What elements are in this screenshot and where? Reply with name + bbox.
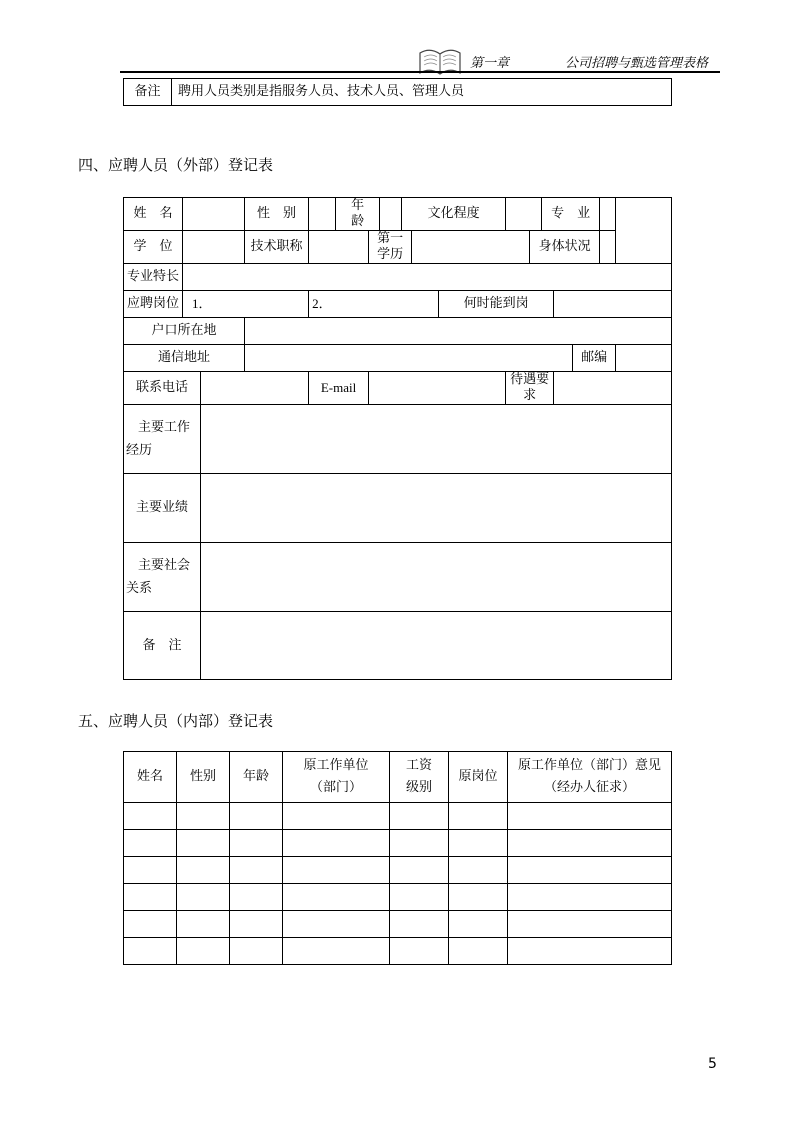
table-row xyxy=(124,231,672,264)
name-label: 姓 名 xyxy=(124,198,183,231)
table-cell[interactable] xyxy=(177,938,230,965)
table-cell[interactable] xyxy=(177,830,230,857)
table-row xyxy=(124,318,672,345)
opinion-line1: 原工作单位（部门）意见 xyxy=(517,758,661,773)
table-row xyxy=(124,543,672,612)
position-label: 应聘岗位 xyxy=(124,291,183,318)
table-cell[interactable] xyxy=(390,803,449,830)
name-field[interactable] xyxy=(183,198,245,231)
table-cell[interactable] xyxy=(230,911,283,938)
external-applicant-form xyxy=(123,197,672,680)
internal-table-body xyxy=(124,803,672,965)
table-cell[interactable] xyxy=(177,857,230,884)
table-row xyxy=(124,474,672,543)
table-row xyxy=(124,612,672,680)
internal-applicant-form xyxy=(123,751,672,965)
table-cell[interactable] xyxy=(230,857,283,884)
table-row xyxy=(124,803,672,830)
table-row xyxy=(124,830,672,857)
health-field[interactable] xyxy=(600,231,616,264)
salary-field[interactable] xyxy=(554,372,672,405)
table-row xyxy=(124,345,672,372)
work-history-label: 主要工作经历 xyxy=(124,405,201,474)
table-cell[interactable] xyxy=(230,830,283,857)
remarks-label: 备 注 xyxy=(124,612,201,680)
position-1-label: 1． xyxy=(192,296,212,311)
page-number: 5 xyxy=(708,1056,717,1072)
position-2-label: 2． xyxy=(312,296,332,311)
table-cell[interactable] xyxy=(230,884,283,911)
postcode-label: 邮编 xyxy=(573,345,616,372)
position-1-field[interactable] xyxy=(183,291,309,318)
table-cell[interactable] xyxy=(124,857,177,884)
achievements-field[interactable] xyxy=(201,474,672,543)
table-cell[interactable] xyxy=(449,857,508,884)
table-row xyxy=(124,405,672,474)
section-title: 四、应聘人员（外部）登记表 xyxy=(78,156,274,174)
table-row xyxy=(124,884,672,911)
first-degree-field[interactable] xyxy=(412,231,530,264)
table-cell[interactable] xyxy=(508,830,672,857)
achievements-label: 主要业绩 xyxy=(124,474,201,543)
col-header-opinion xyxy=(508,752,672,803)
major-field[interactable] xyxy=(600,198,616,231)
email-label: E-mail xyxy=(309,372,369,405)
education-label: 文化程度 xyxy=(402,198,506,231)
table-row xyxy=(124,911,672,938)
work-history-field[interactable] xyxy=(201,405,672,474)
table-row xyxy=(124,372,672,405)
hukou-label: 户口所在地 xyxy=(124,318,245,345)
relations-label: 主要社会关系 xyxy=(124,543,201,612)
table-cell[interactable] xyxy=(508,938,672,965)
remark-table xyxy=(123,78,672,106)
major-label: 专 业 xyxy=(542,198,600,231)
age-label: 年 龄 xyxy=(336,198,380,231)
arrival-field[interactable] xyxy=(554,291,672,318)
address-label: 通信地址 xyxy=(124,345,245,372)
table-cell[interactable] xyxy=(124,884,177,911)
education-field[interactable] xyxy=(506,198,542,231)
health-label: 身体状况 xyxy=(530,231,600,264)
table-cell[interactable] xyxy=(124,830,177,857)
email-field[interactable] xyxy=(369,372,506,405)
chapter-label: 第一章 xyxy=(470,56,510,71)
table-row xyxy=(124,938,672,965)
table-cell[interactable] xyxy=(390,884,449,911)
orig-unit-line1: 原工作单位 xyxy=(303,758,369,773)
table-cell[interactable] xyxy=(177,884,230,911)
table-cell[interactable] xyxy=(177,803,230,830)
orig-unit-line2: （部门） xyxy=(309,780,362,795)
relations-field[interactable] xyxy=(201,543,672,612)
address-field[interactable] xyxy=(245,345,573,372)
hukou-field[interactable] xyxy=(245,318,672,345)
table-cell[interactable] xyxy=(508,884,672,911)
specialty-label: 专业特长 xyxy=(124,264,183,291)
table-cell[interactable] xyxy=(390,857,449,884)
table-cell[interactable] xyxy=(283,857,390,884)
table-row xyxy=(124,857,672,884)
table-cell[interactable] xyxy=(508,857,672,884)
table-cell[interactable] xyxy=(508,911,672,938)
table-cell[interactable] xyxy=(283,884,390,911)
table-cell[interactable] xyxy=(230,938,283,965)
table-cell[interactable] xyxy=(283,938,390,965)
col-header-wage xyxy=(390,752,449,803)
degree-field[interactable] xyxy=(183,231,245,264)
arrival-label: 何时能到岗 xyxy=(439,291,554,318)
gender-field[interactable] xyxy=(309,198,336,231)
table-cell[interactable] xyxy=(124,911,177,938)
postcode-field[interactable] xyxy=(616,345,672,372)
table-row xyxy=(124,264,672,291)
table-cell[interactable] xyxy=(390,938,449,965)
table-row xyxy=(124,291,672,318)
age-field[interactable] xyxy=(380,198,402,231)
opinion-line2: （经办人征求） xyxy=(543,780,635,795)
section-title: 五、应聘人员（内部）登记表 xyxy=(78,712,274,730)
table-cell[interactable] xyxy=(508,803,672,830)
col-header-orig-unit xyxy=(283,752,390,803)
position-2-field[interactable] xyxy=(309,291,439,318)
table-cell[interactable] xyxy=(283,830,390,857)
phone-label: 联系电话 xyxy=(124,372,201,405)
table-cell[interactable] xyxy=(390,830,449,857)
remark-text: 聘用人员类别是指服务人员、技术人员、管理人员 xyxy=(172,79,672,106)
wage-line2: 级别 xyxy=(405,780,432,795)
header-rule xyxy=(120,71,720,73)
table-cell[interactable] xyxy=(449,938,508,965)
table-cell[interactable] xyxy=(177,911,230,938)
degree-label: 学 位 xyxy=(124,231,183,264)
chapter-title: 公司招聘与甄选管理表格 xyxy=(565,56,709,71)
table-cell[interactable] xyxy=(283,803,390,830)
title-label: 技术职称 xyxy=(245,231,309,264)
gender-label: 性 别 xyxy=(245,198,309,231)
table-cell[interactable] xyxy=(449,830,508,857)
table-row xyxy=(124,752,672,803)
title-field[interactable] xyxy=(309,231,369,264)
table-cell[interactable] xyxy=(449,911,508,938)
table-cell[interactable] xyxy=(283,911,390,938)
remark-label: 备注 xyxy=(124,79,172,106)
table-row xyxy=(124,79,672,106)
specialty-field[interactable] xyxy=(183,264,672,291)
phone-field[interactable] xyxy=(201,372,309,405)
col-header-gender: 性别 xyxy=(177,752,230,803)
table-row xyxy=(124,198,672,231)
table-cell[interactable] xyxy=(230,803,283,830)
remarks-field[interactable] xyxy=(201,612,672,680)
table-cell[interactable] xyxy=(124,803,177,830)
table-cell[interactable] xyxy=(124,938,177,965)
col-header-name: 姓名 xyxy=(124,752,177,803)
first-degree-label: 第一学历 xyxy=(369,231,412,264)
salary-label: 待遇要求 xyxy=(506,372,554,405)
table-cell[interactable] xyxy=(449,884,508,911)
table-cell[interactable] xyxy=(449,803,508,830)
col-header-orig-post: 原岗位 xyxy=(449,752,508,803)
col-header-age: 年龄 xyxy=(230,752,283,803)
table-cell[interactable] xyxy=(390,911,449,938)
wage-line1: 工资 xyxy=(405,758,432,773)
